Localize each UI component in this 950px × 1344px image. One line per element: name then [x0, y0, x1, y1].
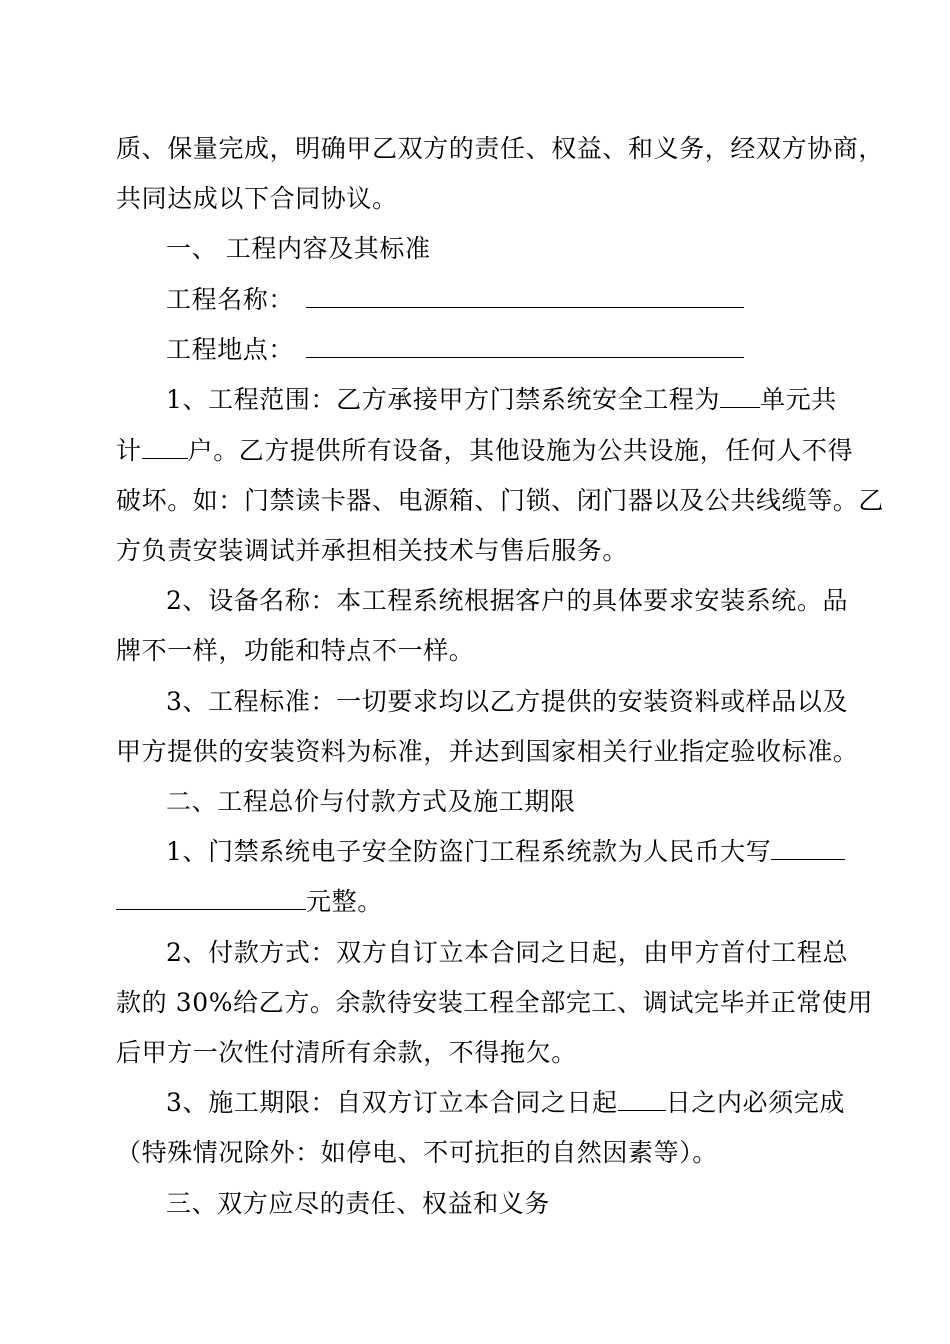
line-text: 款的 30%给乙方。余款待安装工程全部完工、调试完毕并正常使用	[116, 988, 874, 1017]
section-heading-1	[166, 233, 431, 265]
line-text: 元整。	[306, 887, 383, 916]
paragraph-line	[116, 736, 858, 768]
line-text: 二、工程总价与付款方式及施工期限	[166, 787, 576, 816]
line-text: 一、 工程内容及其标准	[166, 234, 431, 263]
price-blank-part1[interactable]	[771, 837, 845, 860]
paragraph-line	[116, 886, 383, 918]
line-text: 破坏。如：门禁读卡器、电源箱、门锁、闭门器以及公共线缆等。乙	[116, 486, 885, 515]
days-blank[interactable]	[618, 1088, 666, 1111]
paragraph-line	[166, 1087, 845, 1119]
line-text: 1、工程范围：乙方承接甲方门禁系统安全工程为	[166, 385, 721, 414]
project-name-blank[interactable]	[306, 285, 744, 308]
unit-count-blank[interactable]	[720, 385, 760, 408]
household-count-blank[interactable]	[142, 436, 188, 459]
project-name-field	[166, 284, 744, 316]
paragraph-line	[166, 937, 848, 969]
project-name-label: 工程名称：	[166, 285, 295, 314]
paragraph-line	[166, 836, 845, 868]
line-text: 甲方提供的安装资料为标准，并达到国家相关行业指定验收标准。	[116, 737, 859, 766]
paragraph-line	[166, 686, 848, 718]
line-text: 户。乙方提供所有设备，其他设施为公共设施，任何人不得	[187, 436, 854, 465]
paragraph-line	[116, 635, 474, 667]
line-text: 后甲方一次性付清所有余款，不得拖欠。	[116, 1038, 577, 1067]
line-text: 共同达成以下合同协议。	[116, 184, 398, 213]
paragraph-line	[116, 435, 853, 467]
paragraph-line	[116, 1037, 577, 1069]
section-heading-2	[166, 786, 576, 818]
paragraph-line	[166, 585, 848, 617]
line-text: 牌不一样，功能和特点不一样。	[116, 636, 475, 665]
paragraph-line	[116, 183, 398, 215]
line-text: 质、保量完成，明确甲乙双方的责任、权益、和义务，经双方协商，	[116, 134, 885, 163]
paragraph-line	[116, 1137, 718, 1169]
project-location-label: 工程地点：	[166, 335, 295, 364]
paragraph-line	[116, 133, 884, 165]
line-text: 三、双方应尽的责任、权益和义务	[166, 1189, 551, 1218]
line-text: 2、设备名称：本工程系统根据客户的具体要求安装系统。品	[166, 586, 849, 615]
paragraph-line	[166, 384, 837, 416]
paragraph-line	[116, 535, 628, 567]
line-text: 2、付款方式：双方自订立本合同之日起，由甲方首付工程总	[166, 938, 849, 967]
section-heading-3	[166, 1188, 550, 1220]
paragraph-line	[116, 485, 884, 517]
line-text: 日之内必须完成	[665, 1088, 845, 1117]
line-text: 方负责安装调试并承担相关技术与售后服务。	[116, 536, 629, 565]
line-text: 单元共	[760, 385, 837, 414]
line-text: 3、施工期限：自双方订立本合同之日起	[166, 1088, 618, 1117]
project-location-blank[interactable]	[306, 335, 744, 358]
price-blank-part2[interactable]	[116, 887, 306, 910]
project-location-field	[166, 334, 744, 366]
line-text: 3、工程标准：一切要求均以乙方提供的安装资料或样品以及	[166, 687, 849, 716]
line-text: （特殊情况除外：如停电、不可抗拒的自然因素等）。	[116, 1138, 718, 1167]
line-text: 1、门禁系统电子安全防盗门工程系统款为人民币大写	[166, 837, 772, 866]
line-text: 计	[116, 436, 142, 465]
paragraph-line	[116, 987, 873, 1019]
